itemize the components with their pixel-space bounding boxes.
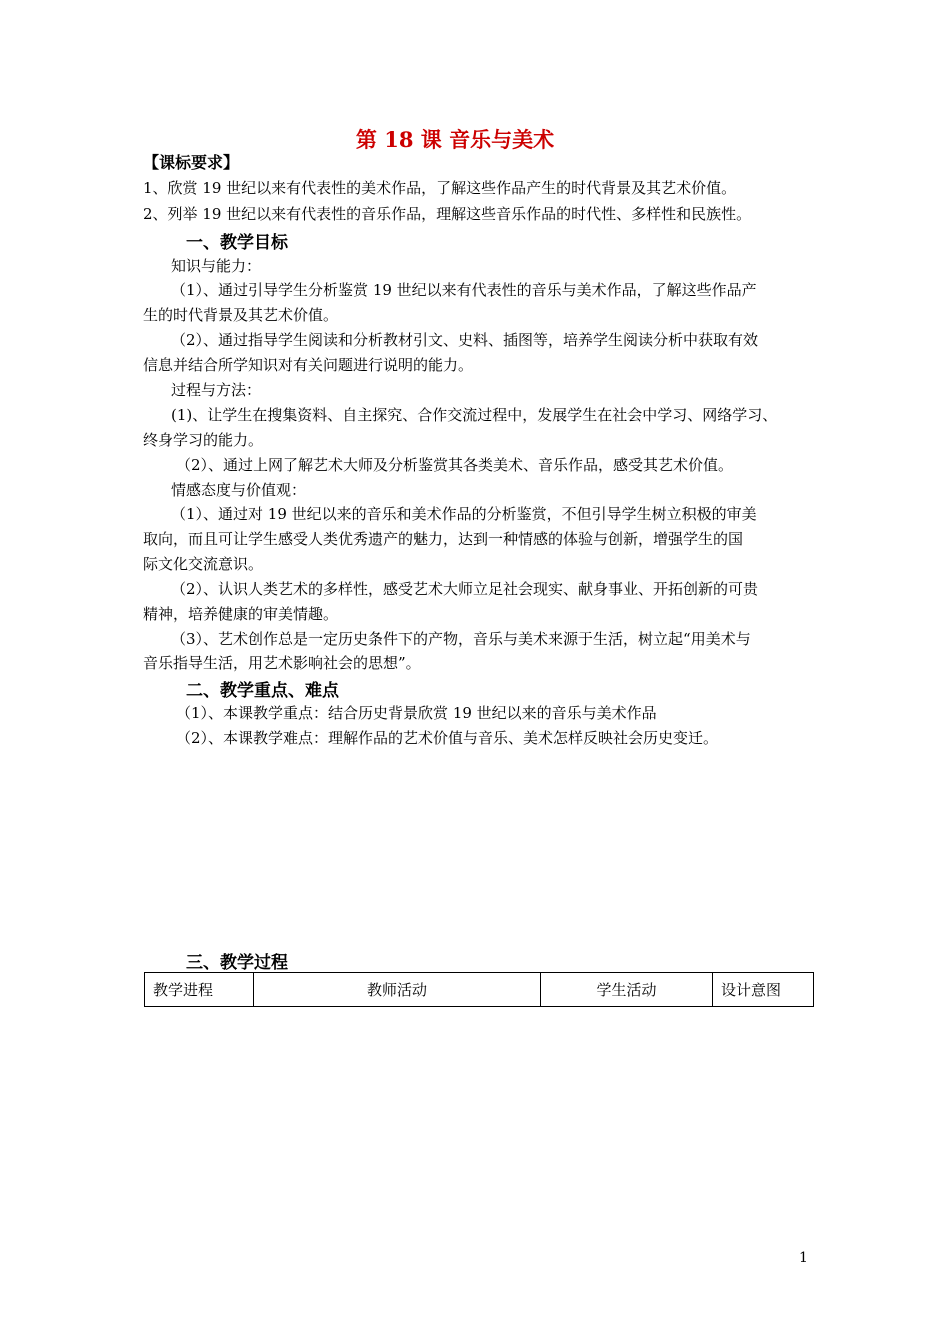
section-heading-goals: 一、教学目标 xyxy=(186,233,288,253)
curriculum-header: 【课标要求】 xyxy=(143,153,240,172)
table-header-row xyxy=(145,973,814,1007)
table-header-cell: 设计意图 xyxy=(713,973,814,1007)
knowledge-label: 知识与能力： xyxy=(171,257,262,275)
section-heading-key-points: 二、教学重点、难点 xyxy=(186,681,339,701)
teaching-process-table xyxy=(144,972,814,1007)
knowledge-item-1-line-2: 生的时代背景及其艺术价值。 xyxy=(143,306,339,324)
emotion-label: 情感态度与价值观： xyxy=(171,481,307,499)
section-heading-process: 三、教学过程 xyxy=(186,953,288,973)
emotion-item-1-line-1: （1）、通过对 19 世纪以来的音乐和美术作品的分析鉴赏，不但引导学生树立积极的审美 xyxy=(171,505,757,523)
knowledge-item-2-line-1: （2）、通过指导学生阅读和分析教材引文、史料、插图等，培养学生阅读分析中获取有效 xyxy=(171,331,759,349)
emotion-item-3-line-2: 音乐指导生活，用艺术影响社会的思想”。 xyxy=(143,654,421,672)
page-title: 第 18 课 音乐与美术 xyxy=(355,127,555,152)
process-item-2: （2）、通过上网了解艺术大师及分析鉴赏其各类美术、音乐作品，感受其艺术价值。 xyxy=(176,456,734,474)
key-point: （1）、本课教学重点：结合历史背景欣赏 19 世纪以来的音乐与美术作品 xyxy=(176,704,657,722)
knowledge-item-2-line-2: 信息并结合所学知识对有关问题进行说明的能力。 xyxy=(143,356,474,374)
curriculum-item-2: 2、列举 19 世纪以来有代表性的音乐作品，理解这些音乐作品的时代性、多样性和民族性。 xyxy=(143,205,752,223)
table-header-cell: 教师活动 xyxy=(254,973,541,1007)
emotion-item-2-line-2: 精神，培养健康的审美情趣。 xyxy=(143,605,339,623)
difficulty-point: （2）、本课教学难点：理解作品的艺术价值与音乐、美术怎样反映社会历史变迁。 xyxy=(176,729,719,747)
process-item-1-line-1: (1)、让学生在搜集资料、自主探究、合作交流过程中，发展学生在社会中学习、网络学习、 xyxy=(171,406,778,424)
emotion-item-2-line-1: （2）、认识人类艺术的多样性，感受艺术大师立足社会现实、献身事业、开拓创新的可贵 xyxy=(171,580,759,598)
emotion-item-1-line-3: 际文化交流意识。 xyxy=(143,555,264,573)
process-label: 过程与方法： xyxy=(171,381,262,399)
emotion-item-3-line-1: （3）、艺术创作总是一定历史条件下的产物，音乐与美术来源于生活，树立起“用美术与 xyxy=(171,630,751,648)
knowledge-item-1-line-1: （1）、通过引导学生分析鉴赏 19 世纪以来有代表性的音乐与美术作品，了解这些作品产 xyxy=(171,281,757,299)
page-number: 1 xyxy=(799,1250,808,1266)
table-header-cell: 学生活动 xyxy=(541,973,713,1007)
table-header-cell: 教学进程 xyxy=(145,973,254,1007)
curriculum-item-1: 1、欣赏 19 世纪以来有代表性的美术作品，了解这些作品产生的时代背景及其艺术价值。 xyxy=(143,179,737,197)
process-item-1-line-2: 终身学习的能力。 xyxy=(143,431,264,449)
emotion-item-1-line-2: 取向，而且可让学生感受人类优秀遗产的魅力，达到一种情感的体验与创新，增强学生的国 xyxy=(143,530,744,548)
